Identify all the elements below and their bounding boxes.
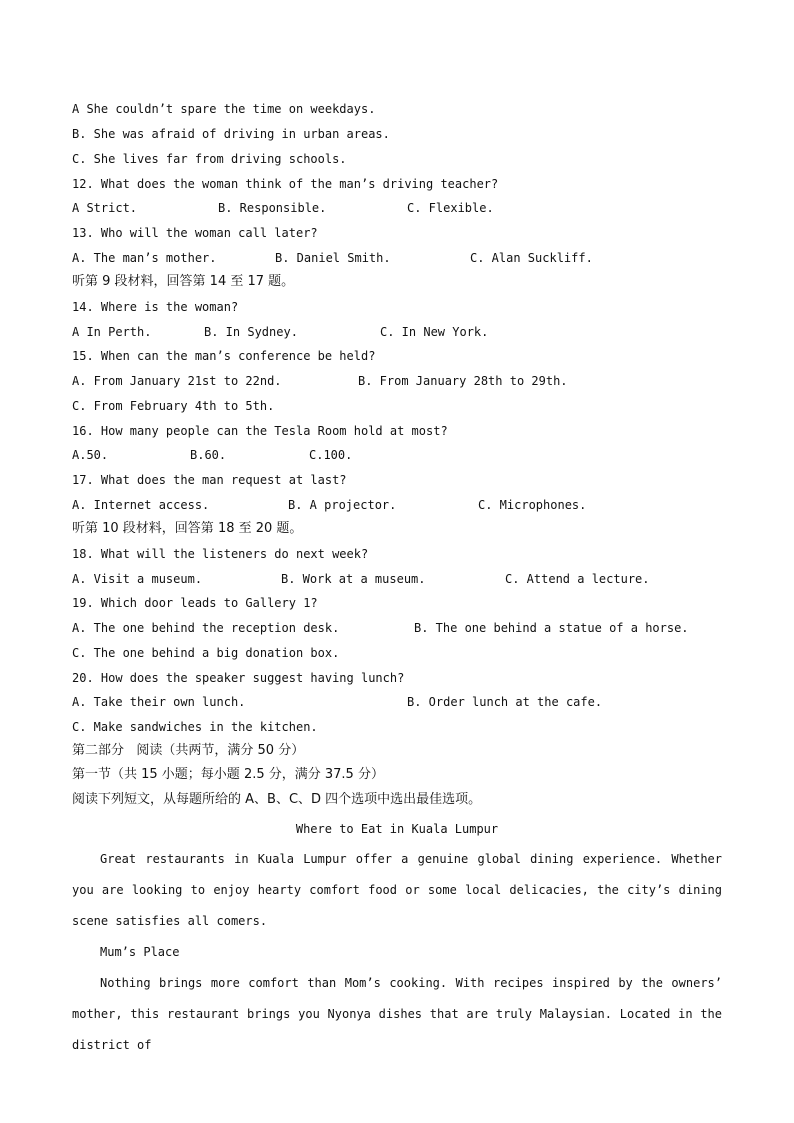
q11-option-c: C. She lives far from driving schools. [72,152,347,166]
q16-option-a: A.50. [72,448,109,462]
q19-option-a: A. The one behind the reception desk. [72,621,340,635]
q18-option-b: B. Work at a museum. [281,572,426,586]
question-12: 12. What does the woman think of the man’s driving teacher? [72,177,499,191]
question-20: 20. How does the speaker suggest having lunch? [72,671,405,685]
q14-option-a: A In Perth. [72,325,152,339]
q20-option-c: C. Make sandwiches in the kitchen. [72,720,318,734]
article-paragraph-1: Great restaurants in Kuala Lumpur offer a genuine global dining experience. Whether you are looking to enjoy hearty comfort food or some local delicacies, the city’s dining scene satisfies all comers. [72,852,722,928]
q11-option-a: A She couldn’t spare the time on weekdays. [72,102,376,116]
question-18: 18. What will the listeners do next week? [72,547,369,561]
q20-option-a: A. Take their own lunch. [72,695,246,709]
question-15: 15. When can the man’s conference be held? [72,349,376,363]
q12-option-b: B. Responsible. [218,201,327,215]
q13-option-b: B. Daniel Smith. [275,251,391,265]
q15-option-b: B. From January 28th to 29th. [358,374,568,388]
q19-option-b: B. The one behind a statue of a horse. [414,621,689,635]
question-13: 13. Who will the woman call later? [72,226,318,240]
q20-option-b: B. Order lunch at the cafe. [407,695,603,709]
article-subheading: Mum’s Place [100,945,180,959]
q16-option-c: C.100. [309,448,353,462]
q18-option-c: C. Attend a lecture. [505,572,650,586]
q14-option-b: B. In Sydney. [204,325,298,339]
section-10-heading: 听第 10 段材料，回答第 18 至 20 题。 [72,521,303,536]
article-title: Where to Eat in Kuala Lumpur [295,822,499,836]
question-16: 16. How many people can the Tesla Room hold at most? [72,424,448,438]
reading-instructions: 阅读下列短文，从每题所给的 A、B、C、D 四个选项中选出最佳选项。 [72,792,482,807]
q12-option-c: C. Flexible. [407,201,494,215]
question-14: 14. Where is the woman? [72,300,239,314]
part-2-heading: 第二部分 阅读（共两节，满分 50 分） [72,743,305,758]
q17-option-b: B. A projector. [288,498,397,512]
q12-option-a: A Strict. [72,201,138,215]
q15-option-c: C. From February 4th to 5th. [72,399,275,413]
section-9-heading: 听第 9 段材料，回答第 14 至 17 题。 [72,274,295,289]
q19-option-c: C. The one behind a big donation box. [72,646,340,660]
q13-option-a: A. The man’s mother. [72,251,217,265]
question-17: 17. What does the man request at last? [72,473,347,487]
q11-option-b: B. She was afraid of driving in urban areas. [72,127,390,141]
q17-option-c: C. Microphones. [478,498,587,512]
q16-option-b: B.60. [190,448,227,462]
part-2-section-1-heading: 第一节（共 15 小题；每小题 2.5 分，满分 37.5 分） [72,767,384,782]
question-19: 19. Which door leads to Gallery 1? [72,596,318,610]
q14-option-c: C. In New York. [380,325,489,339]
q17-option-a: A. Internet access. [72,498,210,512]
q18-option-a: A. Visit a museum. [72,572,203,586]
q13-option-c: C. Alan Suckliff. [470,251,593,265]
article-paragraph-2: Nothing brings more comfort than Mom’s cooking. With recipes inspired by the owners’ mother, this restaurant brings you Nyonya dishes that are truly Malaysian. Located in the district of [72,976,722,1052]
q15-option-a: A. From January 21st to 22nd. [72,374,282,388]
